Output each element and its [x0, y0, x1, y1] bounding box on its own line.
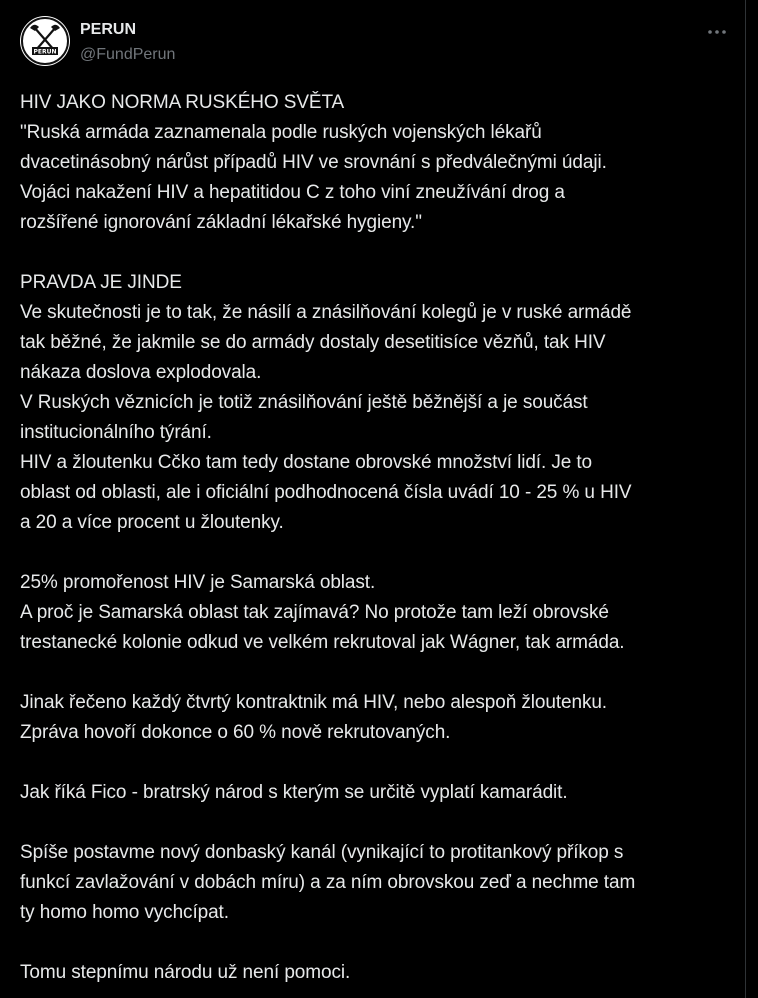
tweet-line: HIV JAKO NORMA RUSKÉHO SVĚTA [20, 92, 345, 113]
tweet-paragraph [20, 838, 736, 928]
author-display-name[interactable]: PERUN [80, 21, 137, 38]
tweet-line: Jak říká Fico - bratrský národ s kterým se určitě vyplatí kamarádit. [20, 782, 568, 803]
tweet-line: Zpráva hovoří dokonce o 60 % nově rekrutovaných. [20, 722, 451, 743]
more-options-button[interactable] [704, 22, 730, 42]
tweet-paragraph [20, 268, 736, 538]
paragraph-gap [20, 658, 736, 688]
tweet-line: Ve skutečnosti je to tak, že násilí a znásilňování kolegů je v ruské armádě [20, 302, 632, 323]
tweet-header [20, 16, 736, 70]
tweet-line: Vojáci nakažení HIV a hepatitidou C z toho viní zneužívání drog a [20, 182, 565, 203]
tweet-paragraph [20, 958, 736, 988]
tweet-paragraph [20, 568, 736, 658]
tweet-paragraph [20, 778, 736, 808]
tweet-line: funkcí zavlažování v dobách míru) a za ním obrovskou zeď a nechme tam [20, 872, 636, 893]
tweet-line: tak běžné, že jakmile se do armády dostaly desetitisíce vězňů, tak HIV [20, 332, 606, 353]
perun-logo-icon [20, 16, 70, 66]
tweet-line: V Ruských věznicích je totiž znásilňování ještě běžnější a je součást [20, 392, 588, 413]
avatar-logo-text: PERUN [33, 48, 57, 56]
author-names [80, 20, 175, 66]
tweet-text [20, 88, 736, 988]
tweet-line: Jinak řečeno každý čtvrtý kontraktnik má HIV, nebo alespoň žloutenku. [20, 692, 607, 713]
tweet-line: A proč je Samarská oblast tak zajímavá? No protože tam leží obrovské [20, 602, 609, 623]
tweet-line: institucionálního týrání. [20, 422, 212, 443]
tweet-line: HIV a žloutenku Cčko tam tedy dostane obrovské množství lidí. Je to [20, 452, 593, 473]
tweet-line: oblast od oblasti, ale i oficiální podhodnocená čísla uvádí 10 - 25 % u HIV [20, 482, 632, 503]
avatar[interactable] [20, 16, 70, 66]
tweet-line: Tomu stepnímu národu už není pomoci. [20, 962, 351, 983]
tweet-line: rozšířené ignorování základní lékařské hygieny." [20, 212, 422, 233]
tweet-line: 25% promořenost HIV je Samarská oblast. [20, 572, 376, 593]
paragraph-gap [20, 538, 736, 568]
paragraph-gap [20, 808, 736, 838]
more-horizontal-icon [704, 22, 730, 42]
tweet-line: dvacetinásobný nárůst případů HIV ve srovnání s předválečnými údaji. [20, 152, 607, 173]
author-handle[interactable]: @FundPerun [80, 46, 176, 63]
paragraph-gap [20, 928, 736, 958]
tweet-line: nákaza doslova explodovala. [20, 362, 262, 383]
paragraph-gap [20, 748, 736, 778]
tweet-line: PRAVDA JE JINDE [20, 272, 182, 293]
tweet-line: a 20 a více procent u žloutenky. [20, 512, 284, 533]
tweet-line: Spíše postavme nový donbaský kanál (vynikající to protitankový příkop s [20, 842, 624, 863]
paragraph-gap [20, 238, 736, 268]
tweet-line: "Ruská armáda zaznamenala podle ruských vojenských lékařů [20, 122, 542, 143]
tweet-line: ty homo homo vychcípat. [20, 902, 229, 923]
tweet-line: trestanecké kolonie odkud ve velkém rekrutoval jak Wágner, tak armáda. [20, 632, 625, 653]
tweet-paragraph [20, 688, 736, 748]
tweet-paragraph [20, 88, 736, 238]
